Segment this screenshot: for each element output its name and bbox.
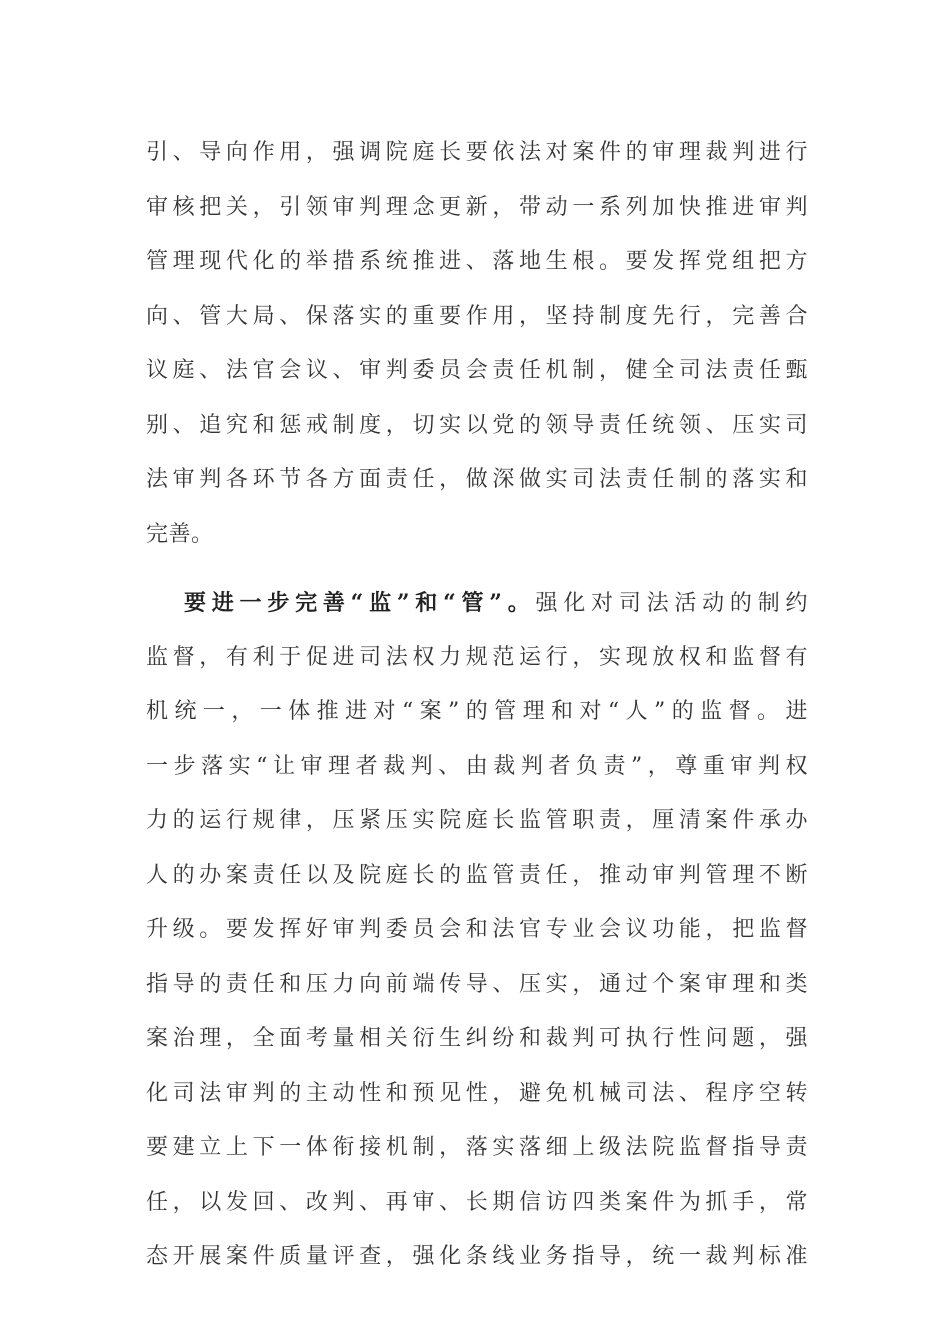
text-line: 力的运行规律，压紧压实院庭长监管职责，厘清案件承办 — [146, 808, 808, 833]
paragraph-spacer — [146, 562, 808, 576]
text-line: 要建立上下一体衔接机制，落实落细上级法院监督指导责 — [146, 1135, 808, 1160]
text-line: 一步落实“让审理者裁判、由裁判者负责”，尊重审判权 — [146, 753, 808, 779]
text-line: 议庭、法官会议、审判委员会责任机制，健全司法责任甄 — [146, 358, 808, 383]
text-line: 管理现代化的举措系统推进、落地生根。要发挥党组把方 — [146, 249, 808, 274]
text-line: 法审判各环节各方面责任，做深做实司法责任制的落实和 — [146, 467, 808, 492]
body-text — [146, 126, 808, 1285]
text-line: 监督，有利于促进司法权力规范运行，实现放权和监督有 — [146, 644, 808, 670]
paragraph-2 — [146, 576, 808, 1285]
text-line: 案治理，全面考量相关衍生纠纷和裁判可执行性问题，强 — [146, 1026, 808, 1051]
text-line: 人的办案责任以及院庭长的监管责任，推动审判管理不断 — [146, 862, 808, 888]
text-line: 机统一，一体推进对“案”的管理和对“人”的监督。进 — [146, 699, 808, 724]
text-line: 向、管大局、保落实的重要作用，坚持制度先行，完善合 — [146, 303, 808, 329]
paragraph-1 — [146, 126, 808, 562]
text-line: 引、导向作用，强调院庭长要依法对案件的审理裁判进行 — [146, 140, 808, 165]
text-line: 任，以发回、改判、再审、长期信访四类案件为抓手，常 — [146, 1189, 808, 1215]
text-line: 化司法审判的主动性和预见性，避免机械司法、程序空转 — [146, 1080, 808, 1106]
text-line: 态开展案件质量评查，强化条线业务指导，统一裁判标准 — [146, 1244, 808, 1269]
text-line: 指导的责任和压力向前端传导、压实，通过个案审理和类 — [146, 971, 808, 997]
text-span: 强化对司法活动的制约 — [535, 591, 808, 616]
paragraph-heading: 要进一步完善“监”和“管”。 — [184, 590, 536, 616]
text-line: 完善。 — [146, 521, 214, 547]
text-line: 升级。要发挥好审判委员会和法官专业会议功能，把监督 — [146, 917, 808, 942]
text-line: 审核把关，引领审判理念更新，带动一系列加快推进审判 — [146, 194, 808, 220]
text-line-first — [146, 576, 808, 631]
text-line: 别、追究和惩戒制度，切实以党的领导责任统领、压实司 — [146, 412, 808, 438]
